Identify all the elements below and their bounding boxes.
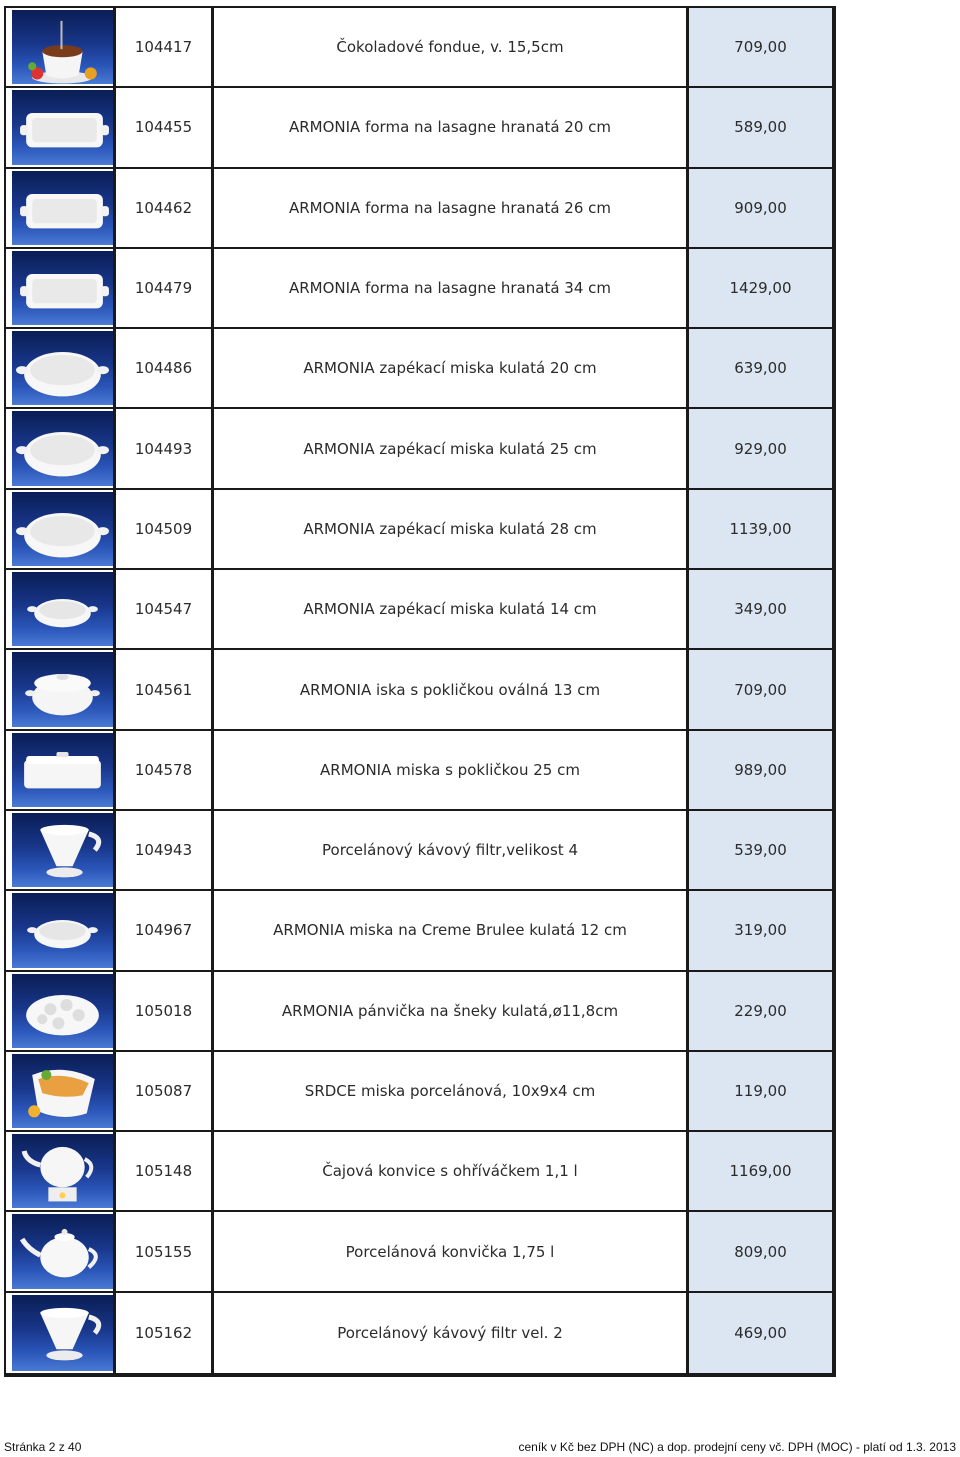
product-code: 105155 <box>116 1212 214 1290</box>
product-name: ARMONIA miska na Creme Brulee kulatá 12 cm <box>214 891 689 969</box>
product-price: 119,00 <box>689 1052 832 1130</box>
product-code: 104967 <box>116 891 214 969</box>
product-price: 349,00 <box>689 570 832 648</box>
lidded-bowl-image <box>12 652 113 726</box>
product-photo-icon <box>12 1214 113 1288</box>
coffee-filter-image <box>12 1295 113 1371</box>
product-code: 104561 <box>116 650 214 728</box>
table-row <box>6 1052 832 1132</box>
product-image-cell <box>6 650 116 728</box>
page-footer <box>4 1440 956 1456</box>
product-price: 539,00 <box>689 811 832 889</box>
product-price: 229,00 <box>689 972 832 1050</box>
product-name: ARMONIA forma na lasagne hranatá 20 cm <box>214 88 689 166</box>
teapot-image <box>12 1214 113 1288</box>
product-name: ARMONIA iska s pokličkou oválná 13 cm <box>214 650 689 728</box>
table-row <box>6 650 832 730</box>
product-code: 104486 <box>116 329 214 407</box>
product-image-cell <box>6 329 116 407</box>
product-image-cell <box>6 409 116 487</box>
product-name: ARMONIA miska s pokličkou 25 cm <box>214 731 689 809</box>
teapot-warmer-image <box>12 1134 113 1208</box>
product-code: 105087 <box>116 1052 214 1130</box>
product-name: ARMONIA forma na lasagne hranatá 34 cm <box>214 249 689 327</box>
product-code: 104462 <box>116 169 214 247</box>
table-row <box>6 731 832 811</box>
product-price: 1169,00 <box>689 1132 832 1210</box>
product-image-cell <box>6 1212 116 1290</box>
product-photo-icon <box>12 1054 113 1128</box>
table-row <box>6 490 832 570</box>
product-image-cell <box>6 891 116 969</box>
table-row <box>6 1293 832 1373</box>
product-photo-icon <box>12 251 113 325</box>
product-photo-icon <box>12 893 113 967</box>
product-photo-icon <box>12 813 113 887</box>
round-dish-image <box>12 492 113 566</box>
product-price: 709,00 <box>689 8 832 86</box>
product-image-cell <box>6 1293 116 1373</box>
product-name: ARMONIA pánvička na šneky kulatá,ø11,8cm <box>214 972 689 1050</box>
table-row <box>6 88 832 168</box>
product-photo-icon <box>12 411 113 485</box>
table-row <box>6 8 832 88</box>
round-dish-image <box>12 411 113 485</box>
product-image-cell <box>6 972 116 1050</box>
product-name: Porcelánový kávový filtr vel. 2 <box>214 1293 689 1373</box>
product-image-cell <box>6 811 116 889</box>
product-photo-icon <box>12 1295 113 1371</box>
product-price: 639,00 <box>689 329 832 407</box>
product-name: Porcelánová konvička 1,75 l <box>214 1212 689 1290</box>
product-photo-icon <box>12 652 113 726</box>
product-image-cell <box>6 570 116 648</box>
product-price: 989,00 <box>689 731 832 809</box>
product-image-cell <box>6 731 116 809</box>
fondue-set-image <box>12 10 113 84</box>
product-photo-icon <box>12 733 113 807</box>
product-photo-icon <box>12 171 113 245</box>
product-name: Čajová konvice s ohříváčkem 1,1 l <box>214 1132 689 1210</box>
product-photo-icon <box>12 1134 113 1208</box>
product-image-cell <box>6 249 116 327</box>
product-code: 104943 <box>116 811 214 889</box>
rectangular-dish-image <box>12 251 113 325</box>
product-name: ARMONIA zapékací miska kulatá 25 cm <box>214 409 689 487</box>
product-name: ARMONIA forma na lasagne hranatá 26 cm <box>214 169 689 247</box>
table-row <box>6 972 832 1052</box>
table-row <box>6 409 832 489</box>
rectangular-dish-image <box>12 90 113 164</box>
product-price: 1139,00 <box>689 490 832 568</box>
product-name: ARMONIA zapékací miska kulatá 28 cm <box>214 490 689 568</box>
product-name: Čokoladové fondue, v. 15,5cm <box>214 8 689 86</box>
product-price: 469,00 <box>689 1293 832 1373</box>
product-image-cell <box>6 88 116 166</box>
product-code: 104455 <box>116 88 214 166</box>
product-price: 709,00 <box>689 650 832 728</box>
product-code: 104493 <box>116 409 214 487</box>
table-row <box>6 1132 832 1212</box>
table-row <box>6 249 832 329</box>
table-row <box>6 570 832 650</box>
product-price: 319,00 <box>689 891 832 969</box>
table-row <box>6 329 832 409</box>
product-price: 809,00 <box>689 1212 832 1290</box>
lidded-rect-dish-image <box>12 733 113 807</box>
product-price: 909,00 <box>689 169 832 247</box>
table-row <box>6 1212 832 1292</box>
product-image-cell <box>6 8 116 86</box>
product-code: 105162 <box>116 1293 214 1373</box>
snail-pan-image <box>12 974 113 1048</box>
product-code: 105018 <box>116 972 214 1050</box>
round-dish-image <box>12 331 113 405</box>
table-row <box>6 811 832 891</box>
product-photo-icon <box>12 974 113 1048</box>
product-image-cell <box>6 490 116 568</box>
product-photo-icon <box>12 10 113 84</box>
product-price: 929,00 <box>689 409 832 487</box>
rectangular-dish-image <box>12 171 113 245</box>
product-photo-icon <box>12 90 113 164</box>
product-photo-icon <box>12 331 113 405</box>
product-code: 104509 <box>116 490 214 568</box>
price-list-table <box>4 6 836 1377</box>
product-price: 589,00 <box>689 88 832 166</box>
product-code: 105148 <box>116 1132 214 1210</box>
small-round-dish-image <box>12 572 113 646</box>
heart-bowl-image <box>12 1054 113 1128</box>
product-code: 104479 <box>116 249 214 327</box>
small-round-dish-image <box>12 893 113 967</box>
product-image-cell <box>6 1132 116 1210</box>
product-name: Porcelánový kávový filtr,velikost 4 <box>214 811 689 889</box>
product-image-cell <box>6 169 116 247</box>
page-number: Stránka 2 z 40 <box>4 1440 82 1454</box>
coffee-filter-image <box>12 813 113 887</box>
product-price: 1429,00 <box>689 249 832 327</box>
table-row <box>6 169 832 249</box>
product-photo-icon <box>12 572 113 646</box>
product-name: SRDCE miska porcelánová, 10x9x4 cm <box>214 1052 689 1130</box>
product-code: 104547 <box>116 570 214 648</box>
product-photo-icon <box>12 492 113 566</box>
table-row <box>6 891 832 971</box>
product-image-cell <box>6 1052 116 1130</box>
product-code: 104578 <box>116 731 214 809</box>
product-code: 104417 <box>116 8 214 86</box>
product-name: ARMONIA zapékací miska kulatá 14 cm <box>214 570 689 648</box>
price-note: ceník v Kč bez DPH (NC) a dop. prodejní ceny vč. DPH (MOC) - platí od 1.3. 2013 <box>518 1440 956 1454</box>
product-name: ARMONIA zapékací miska kulatá 20 cm <box>214 329 689 407</box>
